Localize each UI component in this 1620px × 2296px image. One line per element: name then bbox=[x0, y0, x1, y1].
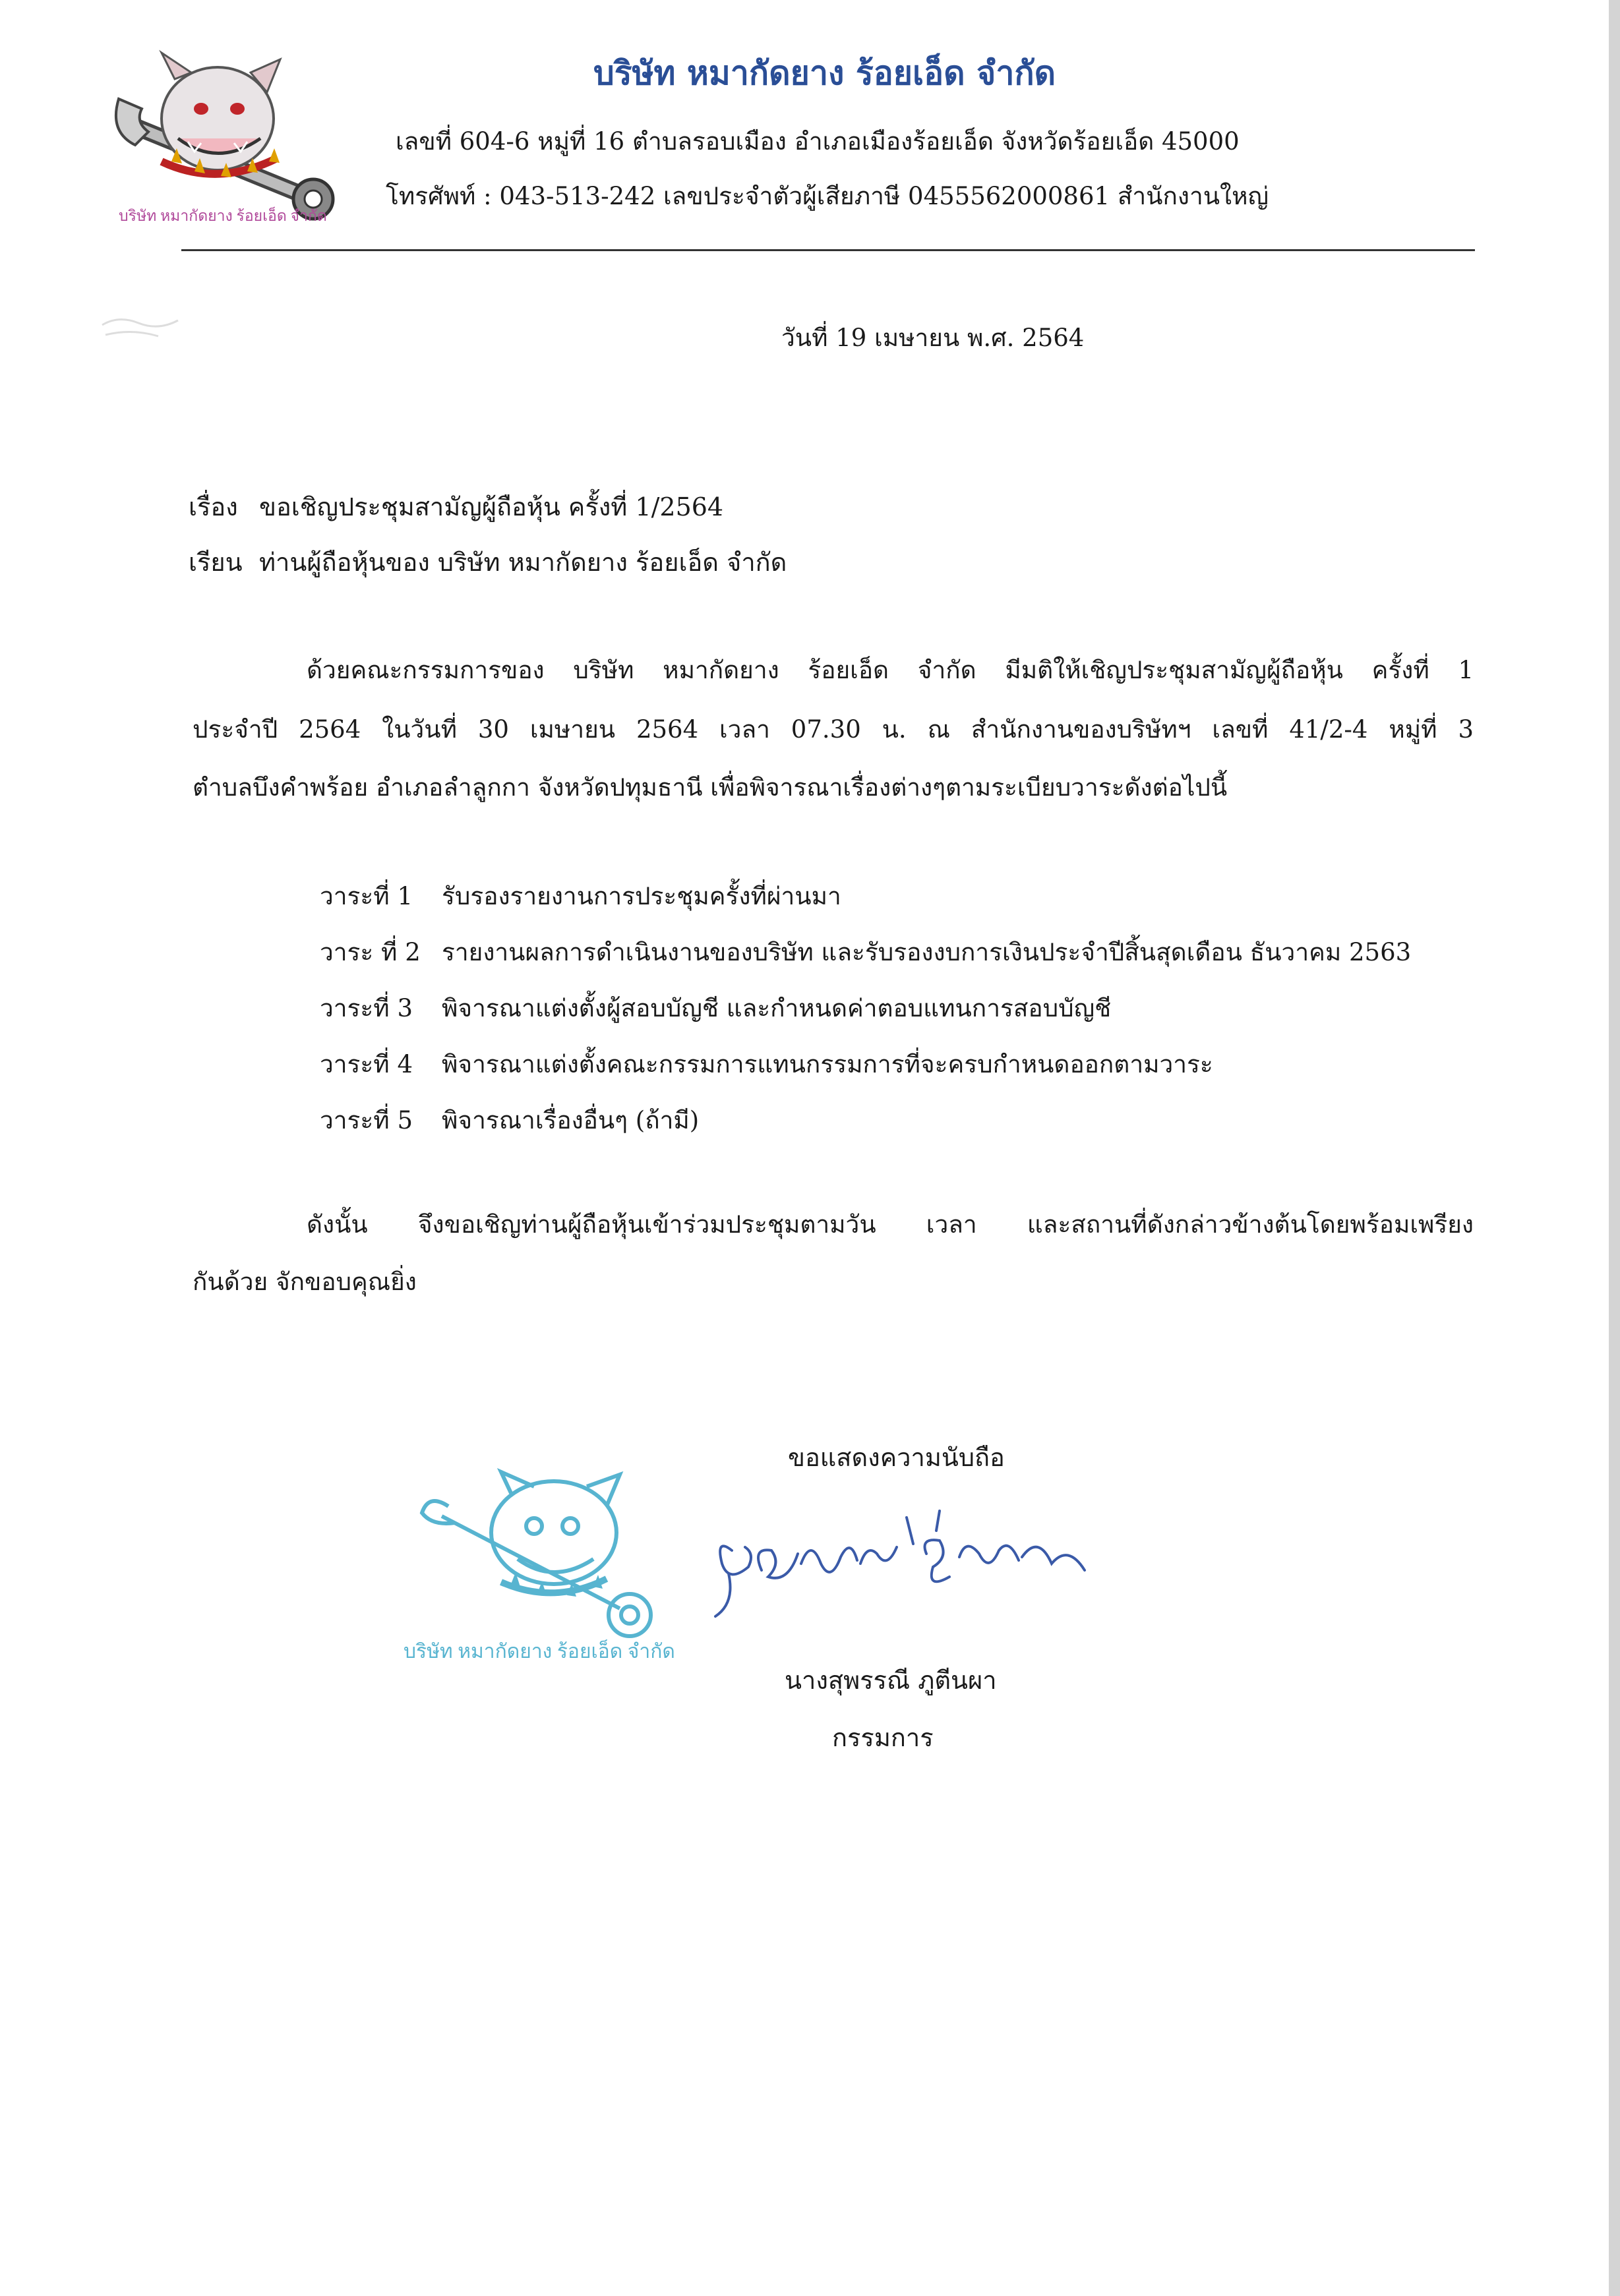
body-paragraph-1-line: ตำบลบึงคำพร้อย อำเภอลำลูกกา จังหวัดปทุมธานี เพื่อพิจารณาเรื่องต่างๆตามระเบียบวาระดังต่อไปนี้ bbox=[193, 773, 1228, 802]
letter-date: วันที่ 19 เมษายน พ.ศ. 2564 bbox=[781, 324, 1085, 352]
agenda-item-text: พิจารณาแต่งตั้งผู้สอบบัญชี และกำหนดค่าตอบแทนการสอบบัญชี bbox=[442, 994, 1112, 1022]
body-paragraph-2-line: ดังนั้น จึงขอเชิญท่านผู้ถือหุ้นเข้าร่วมประชุมตามวัน เวลา และสถานที่ดังกล่าวข้างต้นโดยพร้อมเพรียง bbox=[307, 1210, 1474, 1239]
agenda-item-label: วาระที่ 1 bbox=[320, 882, 413, 910]
subject-text: ขอเชิญประชุมสามัญผู้ถือหุ้น ครั้งที่ 1/2564 bbox=[259, 492, 724, 521]
recipient-label: เรียน bbox=[189, 548, 243, 577]
agenda-item-text: พิจารณาแต่งตั้งคณะกรรมการแทนกรรมการที่จะครบกำหนดออกตามวาระ bbox=[442, 1050, 1213, 1078]
company-stamp bbox=[402, 1467, 692, 1664]
closing-salutation: ขอแสดงความนับถือ bbox=[788, 1443, 1005, 1472]
agenda-item-label: วาระ ที่ 2 bbox=[320, 938, 421, 966]
company-logo bbox=[112, 46, 336, 224]
company-name: บริษัท หมากัดยาง ร้อยเอ็ด จำกัด bbox=[593, 53, 1056, 92]
logo-caption: บริษัท หมากัดยาง ร้อยเอ็ด จำกัด bbox=[119, 208, 327, 224]
company-contact: โทรศัพท์ : 043-513-242 เลขประจำตัวผู้เสียภาษี 0455562000861 สำนักงานใหญ่ bbox=[386, 182, 1269, 210]
signer-name: นางสุพรรณี ภูตีนผา bbox=[785, 1666, 997, 1695]
recipient-text: ท่านผู้ถือหุ้นของ บริษัท หมากัดยาง ร้อยเอ็ด จำกัด bbox=[259, 548, 787, 577]
agenda-item-text: รับรองรายงานการประชุมครั้งที่ผ่านมา bbox=[442, 882, 841, 910]
agenda-item-label: วาระที่ 3 bbox=[320, 994, 413, 1022]
faint-mark bbox=[99, 309, 198, 348]
page-edge bbox=[1609, 0, 1620, 2296]
subject-label: เรื่อง bbox=[189, 492, 238, 521]
stamp-caption: บริษัท หมากัดยาง ร้อยเอ็ด จำกัด bbox=[404, 1641, 675, 1663]
agenda-item-text: พิจารณาเรื่องอื่นๆ (ถ้ามี) bbox=[442, 1106, 700, 1134]
handwritten-signature bbox=[689, 1491, 1111, 1630]
body-paragraph-1-line: ด้วยคณะกรรมการของ บริษัท หมากัดยาง ร้อยเอ็ด จำกัด มีมติให้เชิญประชุมสามัญผู้ถือหุ้น ครั้งที่ 1 bbox=[307, 656, 1474, 684]
body-paragraph-1-line: ประจำปี 2564 ในวันที่ 30 เมษายน 2564 เวลา 07.30 น. ณ สำนักงานของบริษัทฯ เลขที่ 41/2-4 หมู่ที่ 3 bbox=[193, 715, 1474, 744]
agenda-item-label: วาระที่ 4 bbox=[320, 1050, 413, 1078]
header-divider bbox=[181, 249, 1475, 251]
agenda-item-label: วาระที่ 5 bbox=[320, 1106, 413, 1134]
signer-position: กรรมการ bbox=[832, 1723, 934, 1752]
company-address: เลขที่ 604-6 หมู่ที่ 16 ตำบลรอบเมือง อำเภอเมืองร้อยเอ็ด จังหวัดร้อยเอ็ด 45000 bbox=[396, 127, 1240, 156]
agenda-item-text: รายงานผลการดำเนินงานของบริษัท และรับรองงบการเงินประจำปีสิ้นสุดเดือน ธันวาคม 2563 bbox=[442, 938, 1412, 966]
body-paragraph-2-line: กันด้วย จักขอบคุณยิ่ง bbox=[193, 1268, 417, 1296]
